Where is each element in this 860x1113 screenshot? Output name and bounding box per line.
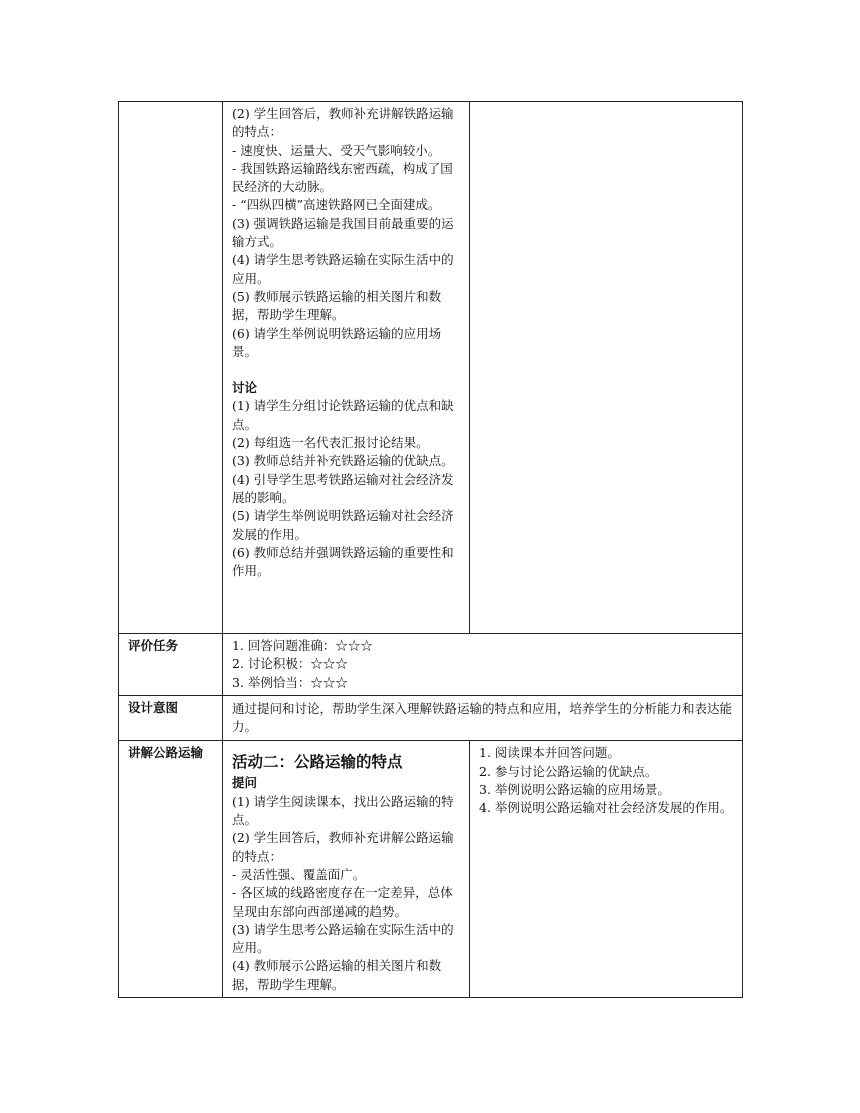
student-step: 4. 举例说明公路运输对社会经济发展的作用。 — [479, 800, 733, 816]
teacher-step: (1) 请学生阅读课本，找出公路运输的特点。 — [232, 793, 454, 828]
teacher-step: - 各区域的线路密度存在一定差异，总体呈现由东部向西部递减的趋势。 — [232, 885, 453, 919]
evaluation-item: 2. 讨论积极：☆☆☆ — [232, 656, 348, 672]
discussion-heading: 讨论 — [232, 380, 258, 396]
student-step: 3. 举例说明公路运输的应用场景。 — [479, 782, 670, 798]
road-teacher-activity-cell — [223, 741, 470, 998]
evaluation-item: 3. 举例恰当：☆☆☆ — [232, 674, 348, 690]
teacher-step: (3) 强调铁路运输是我国目前最重要的运输方式。 — [232, 215, 454, 250]
empty-label-cell — [119, 102, 223, 634]
discussion-step: (5) 请学生举例说明铁路运输对社会经济发展的作用。 — [232, 508, 454, 542]
discussion-step: (4) 引导学生思考铁路运输对社会经济发展的影响。 — [232, 471, 454, 505]
activity-title: 活动二：公路运输的特点 — [232, 753, 403, 772]
teacher-step: - 我国铁路运输路线东密西疏，构成了国民经济的大动脉。 — [232, 160, 453, 195]
design-intent-row — [119, 695, 743, 741]
evaluation-row — [119, 634, 743, 696]
railway-student-activity-cell — [470, 102, 743, 634]
student-step: 1. 阅读课本并回答问题。 — [479, 745, 620, 761]
teacher-step: (2) 学生回答后，教师补充讲解公路运输的特点： — [232, 830, 454, 864]
discussion-step: (1) 请学生分组讨论铁路运输的优点和缺点。 — [232, 398, 454, 432]
teacher-step: - 灵活性强、覆盖面广。 — [232, 866, 366, 882]
design-intent-label: 设计意图 — [119, 695, 223, 741]
design-intent-text: 通过提问和讨论，帮助学生深入理解铁路运输的特点和应用，培养学生的分析能力和表达能力。 — [223, 695, 743, 741]
teacher-step: (4) 教师展示公路运输的相关图片和数据，帮助学生理解。 — [232, 958, 442, 992]
railway-teacher-activity-cell — [223, 102, 470, 634]
teacher-step: (6) 请学生举例说明铁路运输的应用场景。 — [232, 325, 442, 359]
teacher-step: (5) 教师展示铁路运输的相关图片和数据，帮助学生理解。 — [232, 288, 442, 323]
road-transport-row — [119, 741, 743, 998]
road-student-activity-cell — [470, 741, 743, 998]
discussion-step: (2) 每组选一名代表汇报讨论结果。 — [232, 435, 429, 451]
teacher-step: - “四纵四横”高速铁路网已全面建成。 — [232, 197, 441, 213]
student-step: 2. 参与讨论公路运输的优缺点。 — [479, 763, 658, 779]
railway-continued-row — [119, 102, 743, 634]
evaluation-label: 评价任务 — [119, 634, 223, 696]
question-heading: 提问 — [232, 775, 258, 791]
teacher-step: (3) 请学生思考公路运输在实际生活中的应用。 — [232, 921, 454, 956]
discussion-step: (6) 教师总结并强调铁路运输的重要性和作用。 — [232, 544, 454, 579]
evaluation-item: 1. 回答问题准确：☆☆☆ — [232, 638, 373, 653]
road-transport-label: 讲解公路运输 — [119, 741, 223, 998]
discussion-step: (3) 教师总结并补充铁路运输的优缺点。 — [232, 453, 454, 469]
evaluation-content — [223, 634, 743, 696]
teacher-step: (2) 学生回答后，教师补充讲解铁路运输的特点： — [232, 106, 454, 140]
lesson-plan-table — [118, 101, 743, 998]
teacher-step: (4) 请学生思考铁路运输在实际生活中的应用。 — [232, 252, 454, 286]
teacher-step: - 速度快、运量大、受天气影响较小。 — [232, 142, 441, 158]
